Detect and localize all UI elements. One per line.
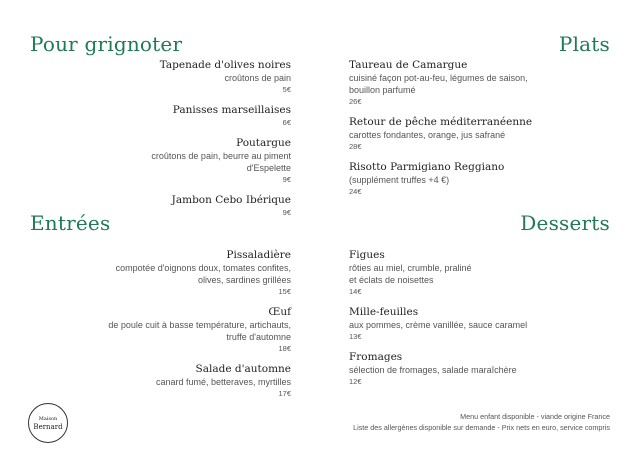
item-price: 12€	[349, 377, 362, 386]
menu-item	[91, 194, 291, 218]
section-title-plats: Plats	[558, 32, 610, 56]
item-price: 6€	[282, 118, 291, 127]
item-description: aux pommes, crème vanillée, sauce caramel	[349, 320, 528, 330]
item-name: Taureau de Camargue	[349, 59, 468, 71]
menu-item	[51, 249, 291, 297]
entrees-list	[51, 249, 291, 408]
item-name: Fromages	[349, 351, 403, 363]
item-name: Mille-feuilles	[349, 306, 419, 318]
menu-item	[349, 351, 599, 387]
item-description: carottes fondantes, orange, jus safrané	[349, 130, 506, 140]
item-price: 15€	[278, 287, 291, 296]
item-price: 18€	[278, 344, 291, 353]
section-title-desserts: Desserts	[520, 211, 610, 235]
grignoter-list	[91, 59, 291, 227]
item-name: Panisses marseillaises	[172, 104, 291, 116]
item-price: 14€	[349, 287, 362, 296]
menu-item	[349, 161, 599, 197]
item-price: 17€	[278, 389, 291, 398]
menu-item	[91, 59, 291, 95]
menu-item	[349, 306, 599, 342]
item-description: cuisiné façon pot-au-feu, légumes de saison, bouillon parfumé	[349, 73, 528, 95]
item-price: 28€	[349, 142, 362, 151]
item-price: 9€	[282, 208, 291, 217]
menu-item	[91, 137, 291, 185]
item-name: Salade d'automne	[195, 363, 291, 375]
item-name: Pissaladière	[226, 249, 291, 261]
item-description: croûtons de pain	[224, 73, 291, 83]
desserts-list	[349, 249, 599, 396]
item-name: Poutargue	[236, 137, 291, 149]
restaurant-logo	[28, 403, 68, 443]
logo-line1: Maison	[38, 416, 58, 422]
item-name: Œuf	[268, 306, 291, 318]
item-name: Jambon Cebo Ibérique	[171, 194, 291, 206]
item-name: Risotto Parmigiano Reggiano	[349, 161, 505, 173]
item-description: (supplément truffes +4 €)	[349, 175, 450, 185]
section-title-grignoter: Pour grignoter	[30, 32, 183, 56]
menu-item	[349, 59, 599, 107]
section-title-entrees: Entrées	[30, 211, 111, 235]
footer-line2: Liste des allergènes disponible sur demande - Prix nets en euro, service compris	[353, 423, 610, 432]
item-price: 9€	[282, 175, 291, 184]
item-name: Retour de pêche méditerranéenne	[349, 116, 533, 128]
item-price: 26€	[349, 97, 362, 106]
item-description: compotée d'oignons doux, tomates confites, olives, sardines grillées	[115, 263, 291, 285]
footer-line1: Menu enfant disponible - viande origine France	[460, 412, 610, 421]
item-price: 13€	[349, 332, 362, 341]
item-name: Tapenade d'olives noires	[159, 59, 291, 71]
menu-item	[51, 306, 291, 354]
item-description: canard fumé, betteraves, myrtilles	[155, 377, 291, 387]
menu-item	[51, 363, 291, 399]
menu-item	[349, 249, 599, 297]
item-price: 24€	[349, 187, 362, 196]
footer-notes	[353, 411, 610, 433]
item-price: 5€	[282, 85, 291, 94]
item-description: croûtons de pain, beurre au piment d'Espelette	[151, 151, 291, 173]
plats-list	[349, 59, 599, 206]
menu-item	[91, 104, 291, 128]
item-description: rôties au miel, crumble, praliné et éclats de noisettes	[349, 263, 472, 285]
item-description: de poule cuit à basse température, artichauts, truffe d'automne	[108, 320, 291, 342]
item-description: sélection de fromages, salade maraîchère	[349, 365, 517, 375]
item-name: Figues	[349, 249, 385, 261]
logo-line2: Bernard	[33, 423, 63, 431]
menu-item	[349, 116, 599, 152]
